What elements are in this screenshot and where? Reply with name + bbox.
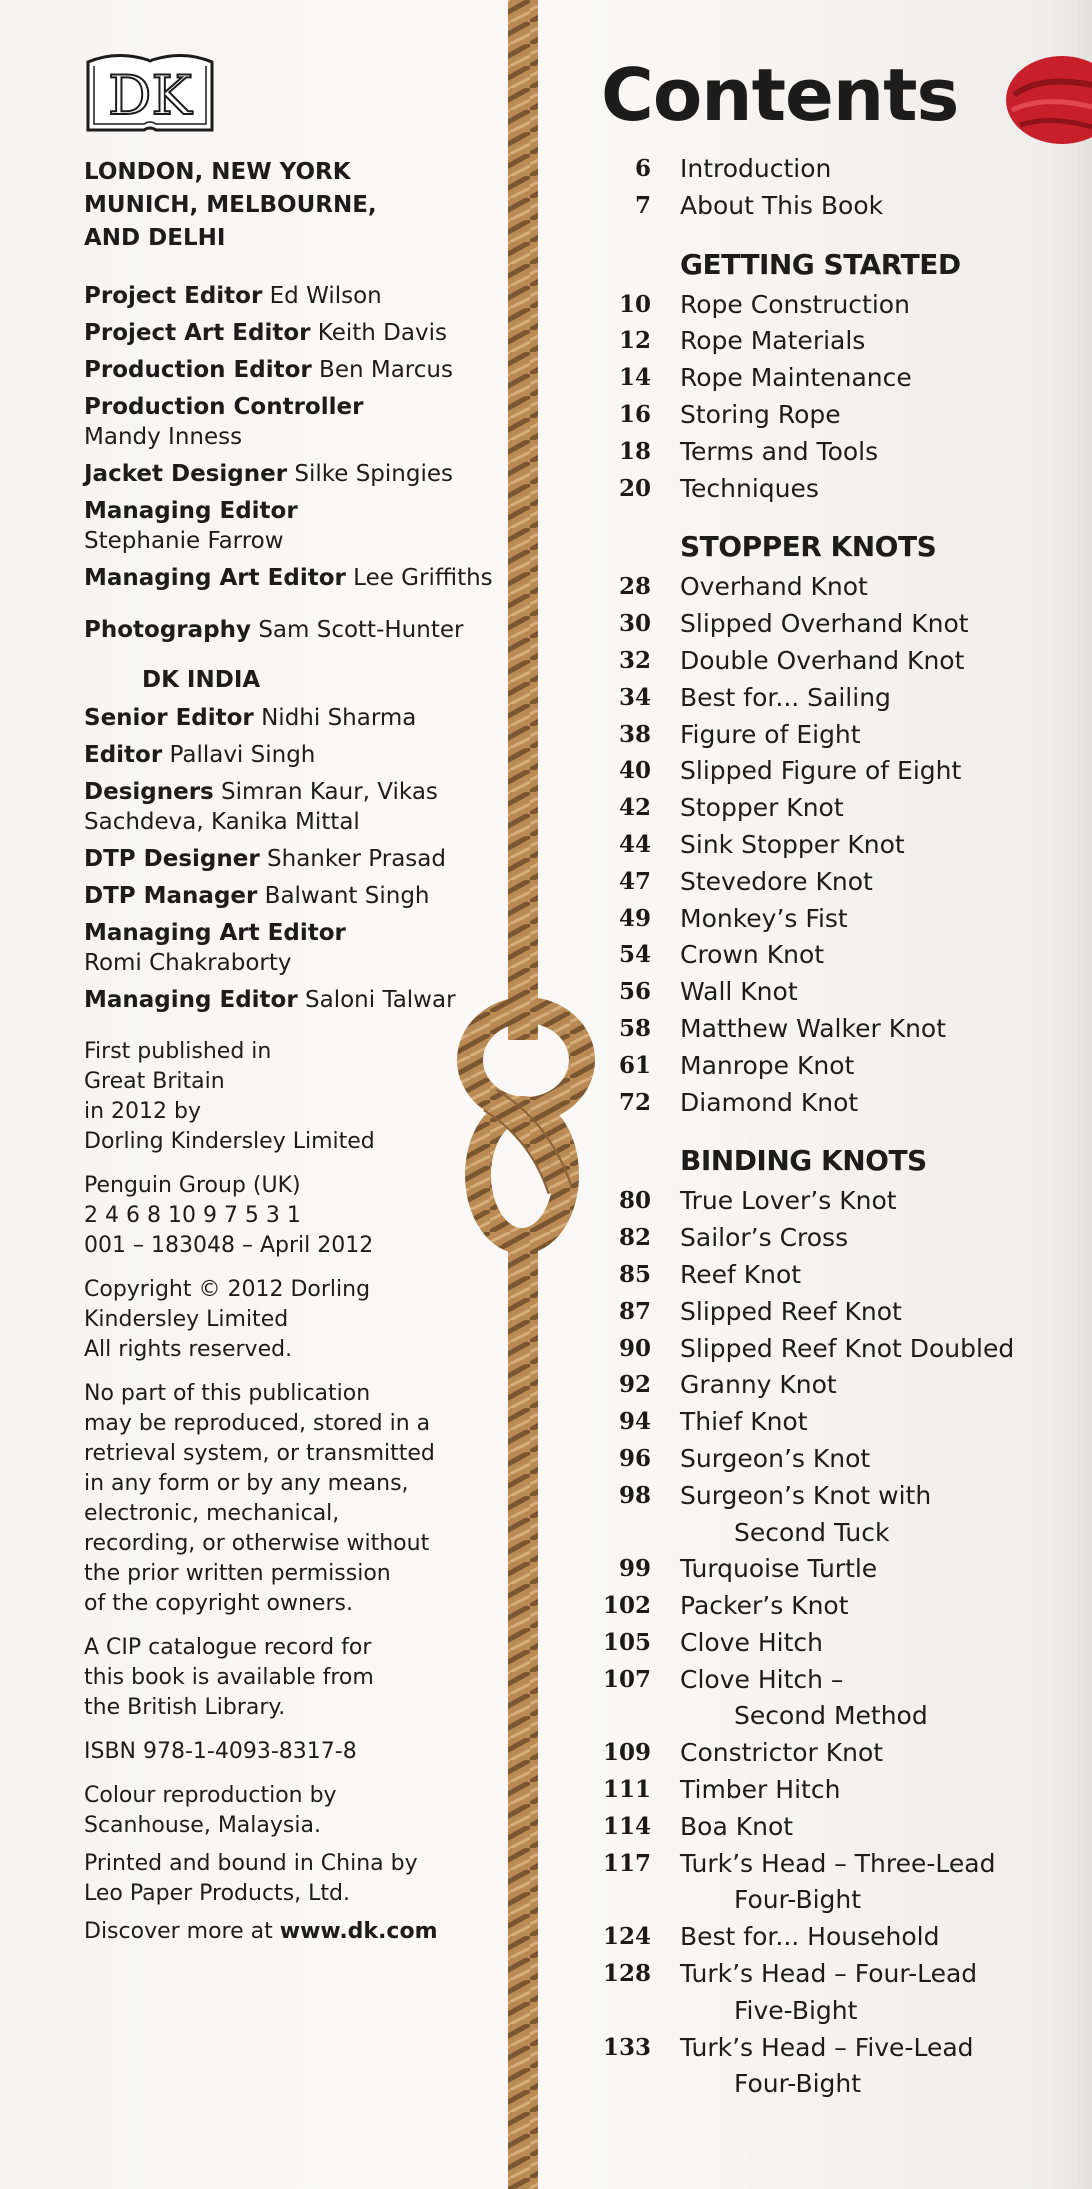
toc-entry[interactable] xyxy=(600,790,1060,827)
svg-text:DK: DK xyxy=(108,64,192,127)
toc-page-number: 38 xyxy=(618,720,651,748)
credit-india-managing-art-editor: Managing Art Editor Romi Chakraborty xyxy=(84,920,346,976)
toc-entry-title: Storing Rope xyxy=(680,399,841,429)
toc-page-number: 58 xyxy=(618,1014,651,1042)
credit-senior-editor: Senior Editor Nidhi Sharma xyxy=(84,705,417,731)
toc-entry[interactable] xyxy=(600,1294,1060,1331)
toc-page-number xyxy=(600,1698,651,1735)
toc-page-number xyxy=(600,2066,651,2103)
toc-entry-title: Four-Bight xyxy=(734,1885,862,1915)
credit-photography: Photography Sam Scott-Hunter xyxy=(84,617,464,643)
rope-upper-strand xyxy=(508,0,538,1040)
toc-entry[interactable] xyxy=(600,2066,1060,2103)
toc-page-number: 98 xyxy=(618,1481,651,1509)
credit-production-controller: Production Controller Mandy Inness xyxy=(84,394,364,450)
toc-page-number: 30 xyxy=(618,610,651,638)
toc-page-number xyxy=(600,1993,651,2030)
figure-eight-knot xyxy=(470,1010,582,1241)
toc-entry[interactable] xyxy=(600,1588,1060,1625)
imprint-column xyxy=(84,48,494,1961)
toc-entry-title: Thief Knot xyxy=(680,1407,808,1437)
toc-entry[interactable] xyxy=(600,360,1060,397)
toc-entry[interactable] xyxy=(600,753,1060,790)
credit-managing-art-editor: Managing Art Editor Lee Griffiths xyxy=(84,565,493,591)
toc-page-number: 56 xyxy=(618,978,651,1006)
toc-entry-title: Best for... Household xyxy=(680,1922,940,1952)
toc-entry-title: Slipped Reef Knot xyxy=(680,1296,902,1326)
toc-entry-title: Slipped Reef Knot Doubled xyxy=(680,1333,1015,1363)
toc-entry-title: Wall Knot xyxy=(680,977,798,1007)
toc-page-number: 12 xyxy=(618,327,651,355)
toc-page-number: 14 xyxy=(618,364,651,392)
toc-entry-title: Crown Knot xyxy=(680,940,825,970)
credit-managing-editor: Managing Editor Stephanie Farrow xyxy=(84,498,298,554)
toc-entry[interactable] xyxy=(600,397,1060,434)
toc-page-number: 124 xyxy=(602,1923,651,1951)
toc-entry[interactable] xyxy=(600,1367,1060,1404)
toc-entry-title: Diamond Knot xyxy=(680,1087,859,1117)
credits-list xyxy=(84,281,494,1015)
toc-entry[interactable] xyxy=(600,2030,1060,2067)
credit-production-editor: Production Editor Ben Marcus xyxy=(84,357,453,383)
toc-entry-title: Sink Stopper Knot xyxy=(680,829,905,859)
toc-page-number xyxy=(600,1515,651,1552)
toc-entry[interactable] xyxy=(600,1735,1060,1772)
toc-entry[interactable] xyxy=(600,1956,1060,1993)
toc-entry-title: Constrictor Knot xyxy=(680,1738,884,1768)
toc-page-number: 107 xyxy=(602,1665,651,1693)
toc-page-number: 49 xyxy=(618,904,651,932)
credit-project-art-editor: Project Art Editor Keith Davis xyxy=(84,320,447,346)
toc-entry[interactable] xyxy=(600,643,1060,680)
toc-entry[interactable] xyxy=(600,1257,1060,1294)
toc-entry-title: Reef Knot xyxy=(680,1259,802,1289)
toc-page-number: 61 xyxy=(618,1051,651,1079)
contents-title: Contents xyxy=(601,53,959,137)
toc-page-number: 111 xyxy=(602,1776,651,1804)
toc-page-number: 18 xyxy=(618,437,651,465)
toc-entry[interactable] xyxy=(600,1220,1060,1257)
toc-page-number: 32 xyxy=(618,646,651,674)
toc-entry[interactable] xyxy=(600,1772,1060,1809)
toc-entry-title: Turk’s Head – Five-Lead xyxy=(680,2032,974,2062)
toc-entry-title: Surgeon’s Knot with xyxy=(680,1480,932,1510)
toc-entry[interactable] xyxy=(600,1809,1060,1846)
toc-entry-title: Overhand Knot xyxy=(680,572,868,602)
toc-page-number: 94 xyxy=(618,1408,651,1436)
toc-entry[interactable] xyxy=(600,717,1060,754)
toc-entry[interactable] xyxy=(600,1515,1060,1552)
toc-entry-title: Turquoise Turtle xyxy=(680,1554,878,1584)
toc-page-number: 34 xyxy=(618,683,651,711)
toc-entry-title: Rope Materials xyxy=(680,326,866,356)
table-of-contents xyxy=(600,151,1060,2103)
imprint-details xyxy=(84,1037,494,1947)
toc-entry-title: Four-Bight xyxy=(734,2069,862,2099)
toc-entry-title: Timber Hitch xyxy=(680,1775,841,1805)
toc-entry-title: Clove Hitch xyxy=(680,1627,823,1657)
toc-entry[interactable] xyxy=(600,1698,1060,1735)
publisher-cities: LONDON, NEW YORK MUNICH, MELBOURNE, AND DELHI xyxy=(84,159,377,251)
toc-entry-title: Techniques xyxy=(680,473,819,503)
dk-website-link[interactable]: www.dk.com xyxy=(279,1919,438,1944)
toc-entry-title: Granny Knot xyxy=(680,1370,837,1400)
discover-more: Discover more at www.dk.com xyxy=(84,1919,438,1944)
toc-page-number: 92 xyxy=(618,1371,651,1399)
toc-page-number: 47 xyxy=(618,867,651,895)
rope-illustration xyxy=(450,0,600,2189)
toc-entry[interactable] xyxy=(600,974,1060,1011)
toc-entry[interactable] xyxy=(600,606,1060,643)
toc-entry[interactable] xyxy=(600,1625,1060,1662)
toc-entry-title: Double Overhand Knot xyxy=(680,645,965,675)
toc-entry-title: Monkey’s Fist xyxy=(680,903,848,933)
toc-entry[interactable] xyxy=(600,323,1060,360)
toc-entry[interactable] xyxy=(600,1048,1060,1085)
credit-editor: Editor Pallavi Singh xyxy=(84,742,316,768)
toc-page-number: 42 xyxy=(618,794,651,822)
toc-entry-title: Rope Maintenance xyxy=(680,363,912,393)
toc-page-number: 128 xyxy=(602,1960,651,1988)
toc-entry-title: Rope Construction xyxy=(680,289,910,319)
toc-page-number: 109 xyxy=(602,1739,651,1767)
section-heading: BINDING KNOTS xyxy=(680,1144,927,1178)
toc-page-number: 133 xyxy=(602,2033,651,2061)
toc-entry-title: Slipped Overhand Knot xyxy=(680,609,969,639)
toc-entry-title: True Lover’s Knot xyxy=(680,1186,897,1216)
toc-entry[interactable] xyxy=(600,434,1060,471)
toc-entry-title: Second Method xyxy=(734,1701,928,1731)
colour-reproduction: Colour reproduction by Scanhouse, Malaysia. xyxy=(84,1783,337,1838)
toc-entry[interactable] xyxy=(600,937,1060,974)
contents-column xyxy=(600,55,1060,2103)
toc-entry[interactable] xyxy=(600,1882,1060,1919)
toc-page-number: 44 xyxy=(618,830,651,858)
toc-page-number: 96 xyxy=(618,1444,651,1472)
toc-entry[interactable] xyxy=(600,1919,1060,1956)
toc-entry[interactable] xyxy=(600,471,1060,508)
toc-entry-title: Sailor’s Cross xyxy=(680,1223,849,1253)
credit-designers: Designers Simran Kaur, Vikas Sachdeva, Kanika Mittal xyxy=(84,779,438,835)
toc-entry[interactable] xyxy=(600,1846,1060,1883)
toc-entry[interactable] xyxy=(600,1011,1060,1048)
toc-entry-title: Packer’s Knot xyxy=(680,1591,849,1621)
isbn: ISBN 978-1-4093-8317-8 xyxy=(84,1739,357,1764)
toc-page-number: 85 xyxy=(618,1260,651,1288)
penguin-group: Penguin Group (UK) 2 4 6 8 10 9 7 5 3 1 001 – 183048 – April 2012 xyxy=(84,1173,374,1258)
credit-project-editor: Project Editor Ed Wilson xyxy=(84,283,382,309)
toc-entry[interactable] xyxy=(600,680,1060,717)
dk-india-heading: DK INDIA xyxy=(142,667,261,693)
toc-entry[interactable] xyxy=(600,1993,1060,2030)
credit-dtp-designer: DTP Designer Shanker Prasad xyxy=(84,846,446,872)
toc-entry-title: Stopper Knot xyxy=(680,793,844,823)
rope-lower-strand xyxy=(508,1240,538,2189)
toc-page-number: 102 xyxy=(602,1592,651,1620)
toc-page-number: 87 xyxy=(618,1297,651,1325)
toc-page-number: 82 xyxy=(618,1224,651,1252)
dk-logo xyxy=(84,48,216,134)
toc-entry-title: Slipped Figure of Eight xyxy=(680,756,962,786)
toc-entry[interactable] xyxy=(600,1662,1060,1699)
toc-page-number: 20 xyxy=(618,474,651,502)
toc-entry[interactable] xyxy=(600,864,1060,901)
toc-page-number: 117 xyxy=(602,1849,651,1877)
toc-entry-title: Turk’s Head – Three-Lead xyxy=(680,1848,996,1878)
toc-page-number: 114 xyxy=(602,1812,651,1840)
printed-bound: Printed and bound in China by Leo Paper Products, Ltd. xyxy=(84,1851,418,1906)
toc-entry-title: Clove Hitch – xyxy=(680,1664,844,1694)
toc-page-number: 90 xyxy=(618,1334,651,1362)
toc-entry-title: Matthew Walker Knot xyxy=(680,1013,947,1043)
toc-entry[interactable]: 6 Introduction xyxy=(634,154,832,183)
toc-entry-title: Stevedore Knot xyxy=(680,866,873,896)
toc-page-number: 80 xyxy=(618,1187,651,1215)
toc-entry[interactable] xyxy=(600,1331,1060,1368)
toc-page-number: 28 xyxy=(618,573,651,601)
first-published: First published in Great Britain in 2012 by Dorling Kindersley Limited xyxy=(84,1039,375,1154)
rights-notice: No part of this publication may be reproduced, stored in a retrieval system, or transmitted in any form or by any means, electronic, mechanical, recording, or otherwise without the prior written permission of the copyright owners. xyxy=(84,1381,435,1616)
credit-dtp-manager: DTP Manager Balwant Singh xyxy=(84,883,430,909)
toc-page-number xyxy=(600,1882,651,1919)
toc-entry-title: Second Tuck xyxy=(734,1517,890,1547)
toc-entry[interactable] xyxy=(600,287,1060,324)
toc-entry-title: Five-Bight xyxy=(734,1995,858,2025)
toc-entry[interactable] xyxy=(600,901,1060,938)
toc-page-number: 10 xyxy=(618,290,651,318)
toc-entry[interactable] xyxy=(600,1551,1060,1588)
toc-entry-title: Turk’s Head – Four-Lead xyxy=(680,1959,978,1989)
toc-entry[interactable]: 7 About This Book xyxy=(634,190,884,220)
credit-jacket-designer: Jacket Designer Silke Spingies xyxy=(84,461,453,487)
toc-entry-title: Terms and Tools xyxy=(680,436,879,466)
toc-page-number: 54 xyxy=(618,941,651,969)
copyright: Copyright © 2012 Dorling Kindersley Limited All rights reserved. xyxy=(84,1277,371,1362)
toc-entry[interactable] xyxy=(600,1183,1060,1220)
toc-entry[interactable] xyxy=(600,827,1060,864)
toc-entry-title: Surgeon’s Knot xyxy=(680,1443,871,1473)
section-heading: GETTING STARTED xyxy=(680,247,961,281)
section-heading: STOPPER KNOTS xyxy=(680,530,937,564)
toc-entry[interactable] xyxy=(600,569,1060,606)
toc-page-number: 99 xyxy=(618,1555,651,1583)
toc-entry[interactable] xyxy=(600,1085,1060,1122)
toc-entry-title: Best for... Sailing xyxy=(680,682,891,712)
toc-page-number: 40 xyxy=(618,757,651,785)
toc-page-number: 72 xyxy=(618,1088,651,1116)
toc-entry[interactable] xyxy=(600,1404,1060,1441)
credit-india-managing-editor: Managing Editor Saloni Talwar xyxy=(84,987,456,1013)
toc-entry-title: Manrope Knot xyxy=(680,1050,855,1080)
toc-entry[interactable] xyxy=(600,1441,1060,1478)
toc-entry-title: Boa Knot xyxy=(680,1811,794,1841)
toc-page-number: 16 xyxy=(618,400,651,428)
cip-record: A CIP catalogue record for this book is available from the British Library. xyxy=(84,1635,374,1720)
toc-page-number: 105 xyxy=(602,1628,651,1656)
toc-entry[interactable] xyxy=(600,1478,1060,1515)
toc-entry-title: Figure of Eight xyxy=(680,719,861,749)
